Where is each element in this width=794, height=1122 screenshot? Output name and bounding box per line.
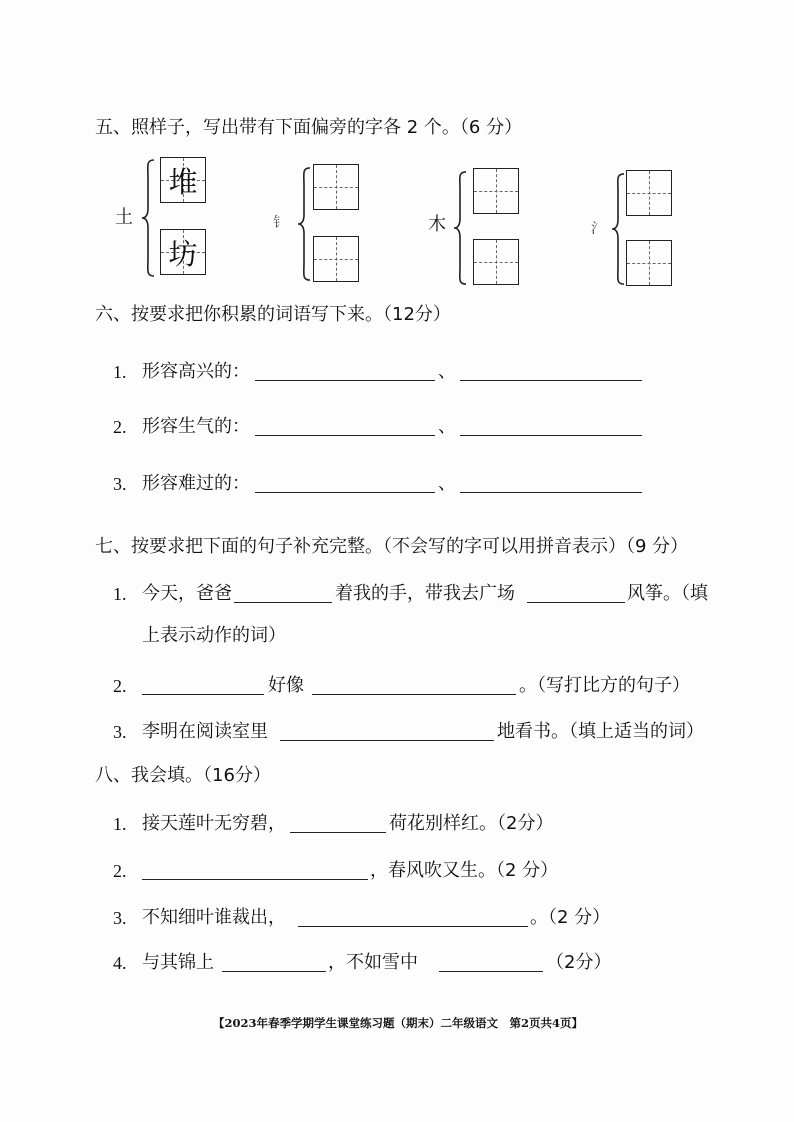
item-label: 形容生气的： — [142, 416, 250, 437]
answer-blank — [460, 473, 642, 493]
section-7-title: 七、按要求把下面的句子补充完整。（不会写的字可以用拼音表示）（9 分） — [95, 536, 689, 557]
footer-text: 【2023年春季学期学生课堂练习题（期末）二年级语文 第2页共4页】 — [213, 1016, 584, 1030]
poem-text: ，春风吹又生。（2 分） — [370, 860, 559, 881]
poem-text: 接天莲叶无穷碧， — [142, 813, 286, 834]
section-5-title: 五、照样子，写出带有下面偏旁的字各 2 个。（6 分） — [95, 117, 523, 138]
separator: 、 — [438, 416, 456, 437]
idiom-text: ，不如雪中 — [328, 952, 418, 973]
writing-box — [473, 239, 519, 285]
answer-blank — [280, 721, 494, 741]
radical-mu: 木 — [428, 214, 446, 235]
separator: 、 — [438, 473, 456, 494]
section-8-title: 八、我会填。（16分） — [95, 765, 271, 786]
section-8-item-2 — [0, 860, 794, 882]
radical-shui: 氵 — [591, 221, 605, 237]
answer-blank — [460, 361, 642, 381]
radical-jin: 钅 — [273, 215, 287, 231]
section-7-item-2 — [0, 675, 794, 697]
answer-blank — [222, 952, 326, 972]
poem-text: 。（2 分） — [530, 907, 611, 928]
section-6-item-1 — [0, 361, 794, 383]
sentence-text: 李明在阅读室里 — [142, 721, 268, 742]
item-number: 1. — [113, 584, 127, 604]
idiom-text: （2分） — [546, 952, 612, 973]
item-number: 3. — [113, 908, 127, 928]
answer-blank — [312, 675, 516, 695]
answer-blank — [255, 361, 435, 381]
answer-blank — [234, 583, 332, 603]
item-label: 形容难过的： — [142, 473, 250, 494]
page-footer — [0, 1015, 794, 1031]
answer-blank — [460, 416, 642, 436]
answer-blank — [255, 473, 435, 493]
writing-box — [473, 168, 519, 214]
section-6-title: 六、按要求把你积累的词语写下来。（12分） — [95, 304, 451, 325]
answer-blank — [439, 952, 543, 972]
answer-blank — [142, 675, 264, 695]
brace-icon — [610, 172, 626, 286]
section-6-heading — [0, 304, 794, 326]
sentence-text: 着我的手，带我去广场 — [335, 583, 515, 604]
answer-blank — [142, 860, 368, 880]
answer-blank — [527, 583, 625, 603]
item-number: 3. — [113, 722, 127, 742]
item-number: 2. — [113, 676, 127, 696]
writing-box — [313, 236, 359, 282]
section-7-heading — [0, 536, 794, 558]
writing-box — [160, 157, 206, 203]
brace-icon — [296, 166, 312, 282]
radical-tu: 土 — [115, 207, 133, 228]
sentence-text: 。（写打比方的句子） — [519, 675, 690, 696]
item-number: 4. — [113, 953, 127, 973]
answer-blank — [298, 907, 528, 927]
section-6-item-3 — [0, 473, 794, 495]
example-character: 堆 — [168, 164, 198, 199]
answer-blank — [290, 813, 386, 833]
sentence-text: 好像 — [268, 675, 304, 696]
item-number: 3. — [113, 474, 127, 494]
writing-box — [626, 170, 672, 216]
item-number: 1. — [113, 362, 127, 382]
section-8-item-3 — [0, 907, 794, 929]
section-8-heading — [0, 765, 794, 787]
answer-blank — [255, 416, 435, 436]
section-7-item-3 — [0, 721, 794, 743]
item-number: 2. — [113, 417, 127, 437]
section-6-item-2 — [0, 416, 794, 438]
item-number: 1. — [113, 814, 127, 834]
item-label: 形容高兴的： — [142, 361, 250, 382]
section-8-item-1 — [0, 813, 794, 835]
section-7-item-1-continued — [0, 625, 794, 647]
separator: 、 — [438, 361, 456, 382]
sentence-text: 今天，爸爸 — [142, 583, 232, 604]
writing-box — [313, 164, 359, 210]
brace-icon — [140, 158, 156, 278]
writing-box — [626, 240, 672, 286]
poem-text: 不知细叶谁裁出， — [142, 907, 286, 928]
section-7-item-1 — [0, 583, 794, 605]
example-character: 坊 — [168, 236, 198, 271]
sentence-text: 上表示动作的词） — [142, 625, 286, 646]
sentence-text: 地看书。（填上适当的词） — [497, 721, 704, 742]
poem-text: 荷花别样红。（2分） — [389, 813, 554, 834]
section-5-heading — [0, 117, 794, 139]
brace-icon — [452, 170, 468, 286]
sentence-text: 风筝。（填 — [627, 583, 708, 604]
writing-box — [160, 229, 206, 275]
idiom-text: 与其锦上 — [142, 952, 214, 973]
section-8-item-4 — [0, 952, 794, 974]
item-number: 2. — [113, 861, 127, 881]
